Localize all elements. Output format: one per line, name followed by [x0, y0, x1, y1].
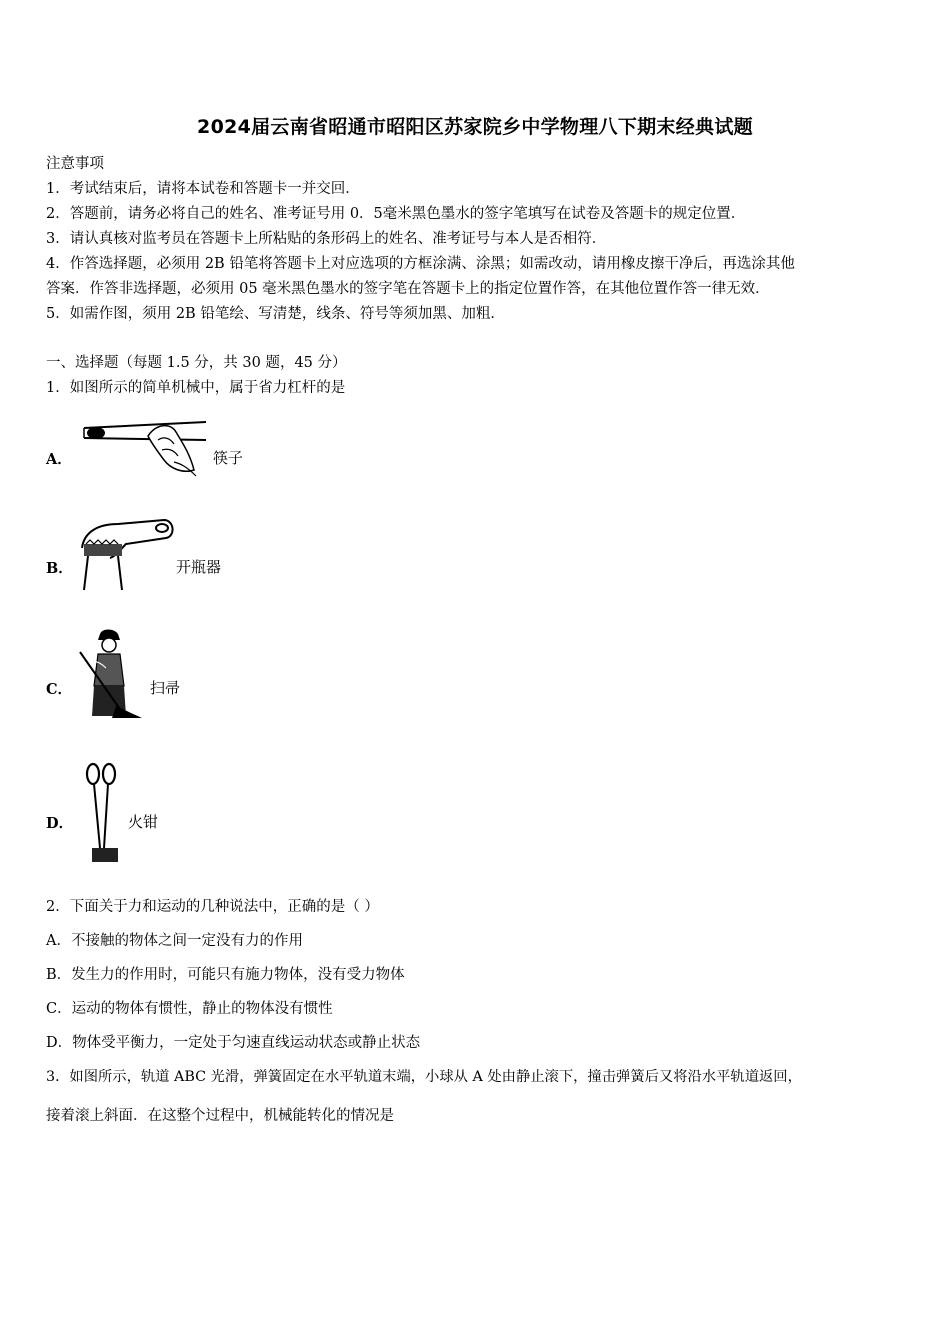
- question-2-stem: 2．下面关于力和运动的几种说法中，正确的是（ ）: [46, 899, 379, 915]
- q1-option-b-letter: B．: [46, 560, 73, 577]
- question-1-stem: 1．如图所示的简单机械中，属于省力杠杆的是: [46, 380, 346, 396]
- q1-option-d-label: 火钳: [128, 813, 159, 831]
- bottle-opener-icon: [70, 514, 178, 594]
- notice-item: 答案．作答非选择题，必须用 05 毫米黑色墨水的签字笔在答题卡上的指定位置作答，在其他位置作答一律无效．: [46, 281, 770, 297]
- q1-option-c-letter: C．: [46, 681, 73, 698]
- q1-option-c-label: 扫帚: [150, 679, 181, 697]
- exam-title: 2024届云南省昭通市昭阳区苏家院乡中学物理八下期末经典试题: [197, 116, 753, 138]
- q1-option-a-label: 筷子: [213, 449, 244, 467]
- question-3-stem-line2: 接着滚上斜面．在这整个过程中，机械能转化的情况是: [46, 1108, 394, 1124]
- notice-item: 4．作答选择题，必须用 2B 铅笔将答题卡上对应选项的方框涂满、涂黑；如需改动，请用橡皮擦干净后，再选涂其他: [46, 256, 795, 272]
- q2-option-d: D．物体受平衡力，一定处于匀速直线运动状态或静止状态: [46, 1035, 421, 1051]
- q1-option-a-letter: A．: [46, 451, 72, 468]
- notice-item: 5．如需作图，须用 2B 铅笔绘、写清楚，线条、符号等须加黑、加粗．: [46, 306, 505, 322]
- fire-tongs-icon: [78, 760, 128, 868]
- chopsticks-icon: [78, 414, 210, 482]
- notice-item: 3．请认真核对监考员在答题卡上所粘贴的条形码上的姓名、准考证号与本人是否相符．: [46, 231, 607, 247]
- q2-option-a: A．不接触的物体之间一定没有力的作用: [46, 933, 303, 949]
- q2-option-b: B．发生力的作用时，可能只有施力物体，没有受力物体: [46, 967, 405, 983]
- q1-option-b-label: 开瓶器: [176, 558, 222, 576]
- broom-icon: [76, 626, 150, 722]
- q2-option-c: C．运动的物体有惯性，静止的物体没有惯性: [46, 1001, 333, 1017]
- q1-option-d-letter: D．: [46, 815, 74, 832]
- notice-heading: 注意事项: [46, 156, 104, 172]
- section-heading: 一、选择题（每题 1.5 分，共 30 题，45 分）: [46, 355, 347, 371]
- notice-item: 1．考试结束后，请将本试卷和答题卡一并交回．: [46, 181, 360, 197]
- question-3-stem-line1: 3．如图所示，轨道 ABC 光滑，弹簧固定在水平轨道末端，小球从 A 处由静止滚下，撞击弹簧后又将沿水平轨道返回，: [46, 1069, 802, 1085]
- notice-item: 2．答题前，请务必将自己的姓名、准考证号用 0．5毫米黑色墨水的签字笔填写在试卷及答题卡的规定位置．: [46, 206, 746, 222]
